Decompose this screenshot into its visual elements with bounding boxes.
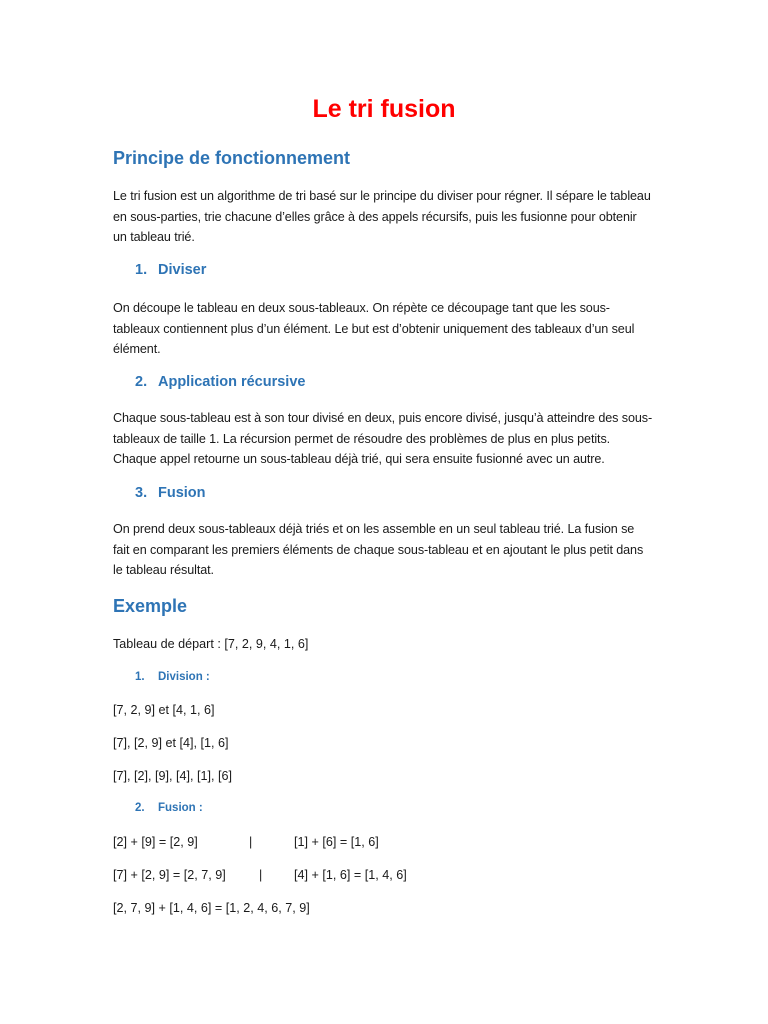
division-line: [7, 2, 9] et [4, 1, 6]: [113, 703, 215, 717]
fusion-row-right: [4] + [1, 6] = [1, 4, 6]: [294, 868, 407, 882]
example-heading-fusion: [135, 802, 203, 814]
document-title: Le tri fusion: [312, 95, 456, 123]
fusion-row-right: [1] + [6] = [1, 6]: [294, 835, 379, 849]
step-number: 3.: [135, 485, 148, 501]
step-heading-fusion: [135, 485, 206, 501]
step-number: 2.: [135, 374, 148, 390]
step-paragraph-diviser: On découpe le tableau en deux sous-tableaux. On répète ce découpage tant que les sous-tableaux contiennent plus d’un élément. Le but est d’obtenir uniquement des tableaux d’un seul élément.: [113, 301, 635, 356]
example-heading-division: [135, 671, 210, 683]
step-number: 1.: [135, 671, 145, 683]
division-line: [7], [2, 9] et [4], [1, 6]: [113, 736, 229, 750]
division-line: [7], [2], [9], [4], [1], [6]: [113, 769, 233, 783]
step-number: 1.: [135, 262, 148, 278]
intro-paragraph: Le tri fusion est un algorithme de tri basé sur le principe du diviser pour régner. Il sépare le tableau en sous-parties, trie chacune d’elles grâce à des appels récursifs, puis les fusionne pour obtenir un tableau trié.: [113, 189, 651, 244]
start-array-line: Tableau de départ : [7, 2, 9, 4, 1, 6]: [113, 637, 309, 651]
step-title: Fusion: [158, 485, 206, 501]
step-number: 2.: [135, 802, 145, 814]
step-title: Division :: [158, 671, 210, 683]
fusion-row-left: [2] + [9] = [2, 9]: [113, 835, 198, 849]
fusion-row-left: [7] + [2, 9] = [2, 7, 9]: [113, 868, 226, 882]
fusion-row: [0, 868, 768, 886]
step-paragraph-fusion: On prend deux sous-tableaux déjà triés et on les assemble en un seul tableau trié. La fusion se fait en comparant les premiers éléments de chaque sous-tableau et en ajoutant le plus petit dans le tableau résultat.: [113, 522, 644, 577]
fusion-row: [0, 835, 768, 853]
final-merge-line: [2, 7, 9] + [1, 4, 6] = [1, 2, 4, 6, 7, 9]: [113, 901, 310, 915]
step-paragraph-recursive: Chaque sous-tableau est à son tour divisé en deux, puis encore divisé, jusqu’à atteindre des sous-tableaux de taille 1. La récursion permet de résoudre des problèmes de plus en plus petits. Chaque appel retourne un sous-tableau déjà trié, qui sera ensuite fusionné avec un autre.: [113, 411, 653, 466]
step-title: Diviser: [158, 262, 207, 278]
step-heading-diviser: [135, 262, 206, 278]
step-title: Application récursive: [158, 374, 306, 390]
fusion-row-separator: |: [249, 835, 253, 849]
step-heading-recursive: [135, 374, 305, 390]
step-title: Fusion :: [158, 802, 203, 814]
fusion-row-separator: |: [259, 868, 263, 882]
section-heading-principe: Principe de fonctionnement: [113, 148, 351, 168]
section-heading-exemple: Exemple: [113, 596, 188, 616]
